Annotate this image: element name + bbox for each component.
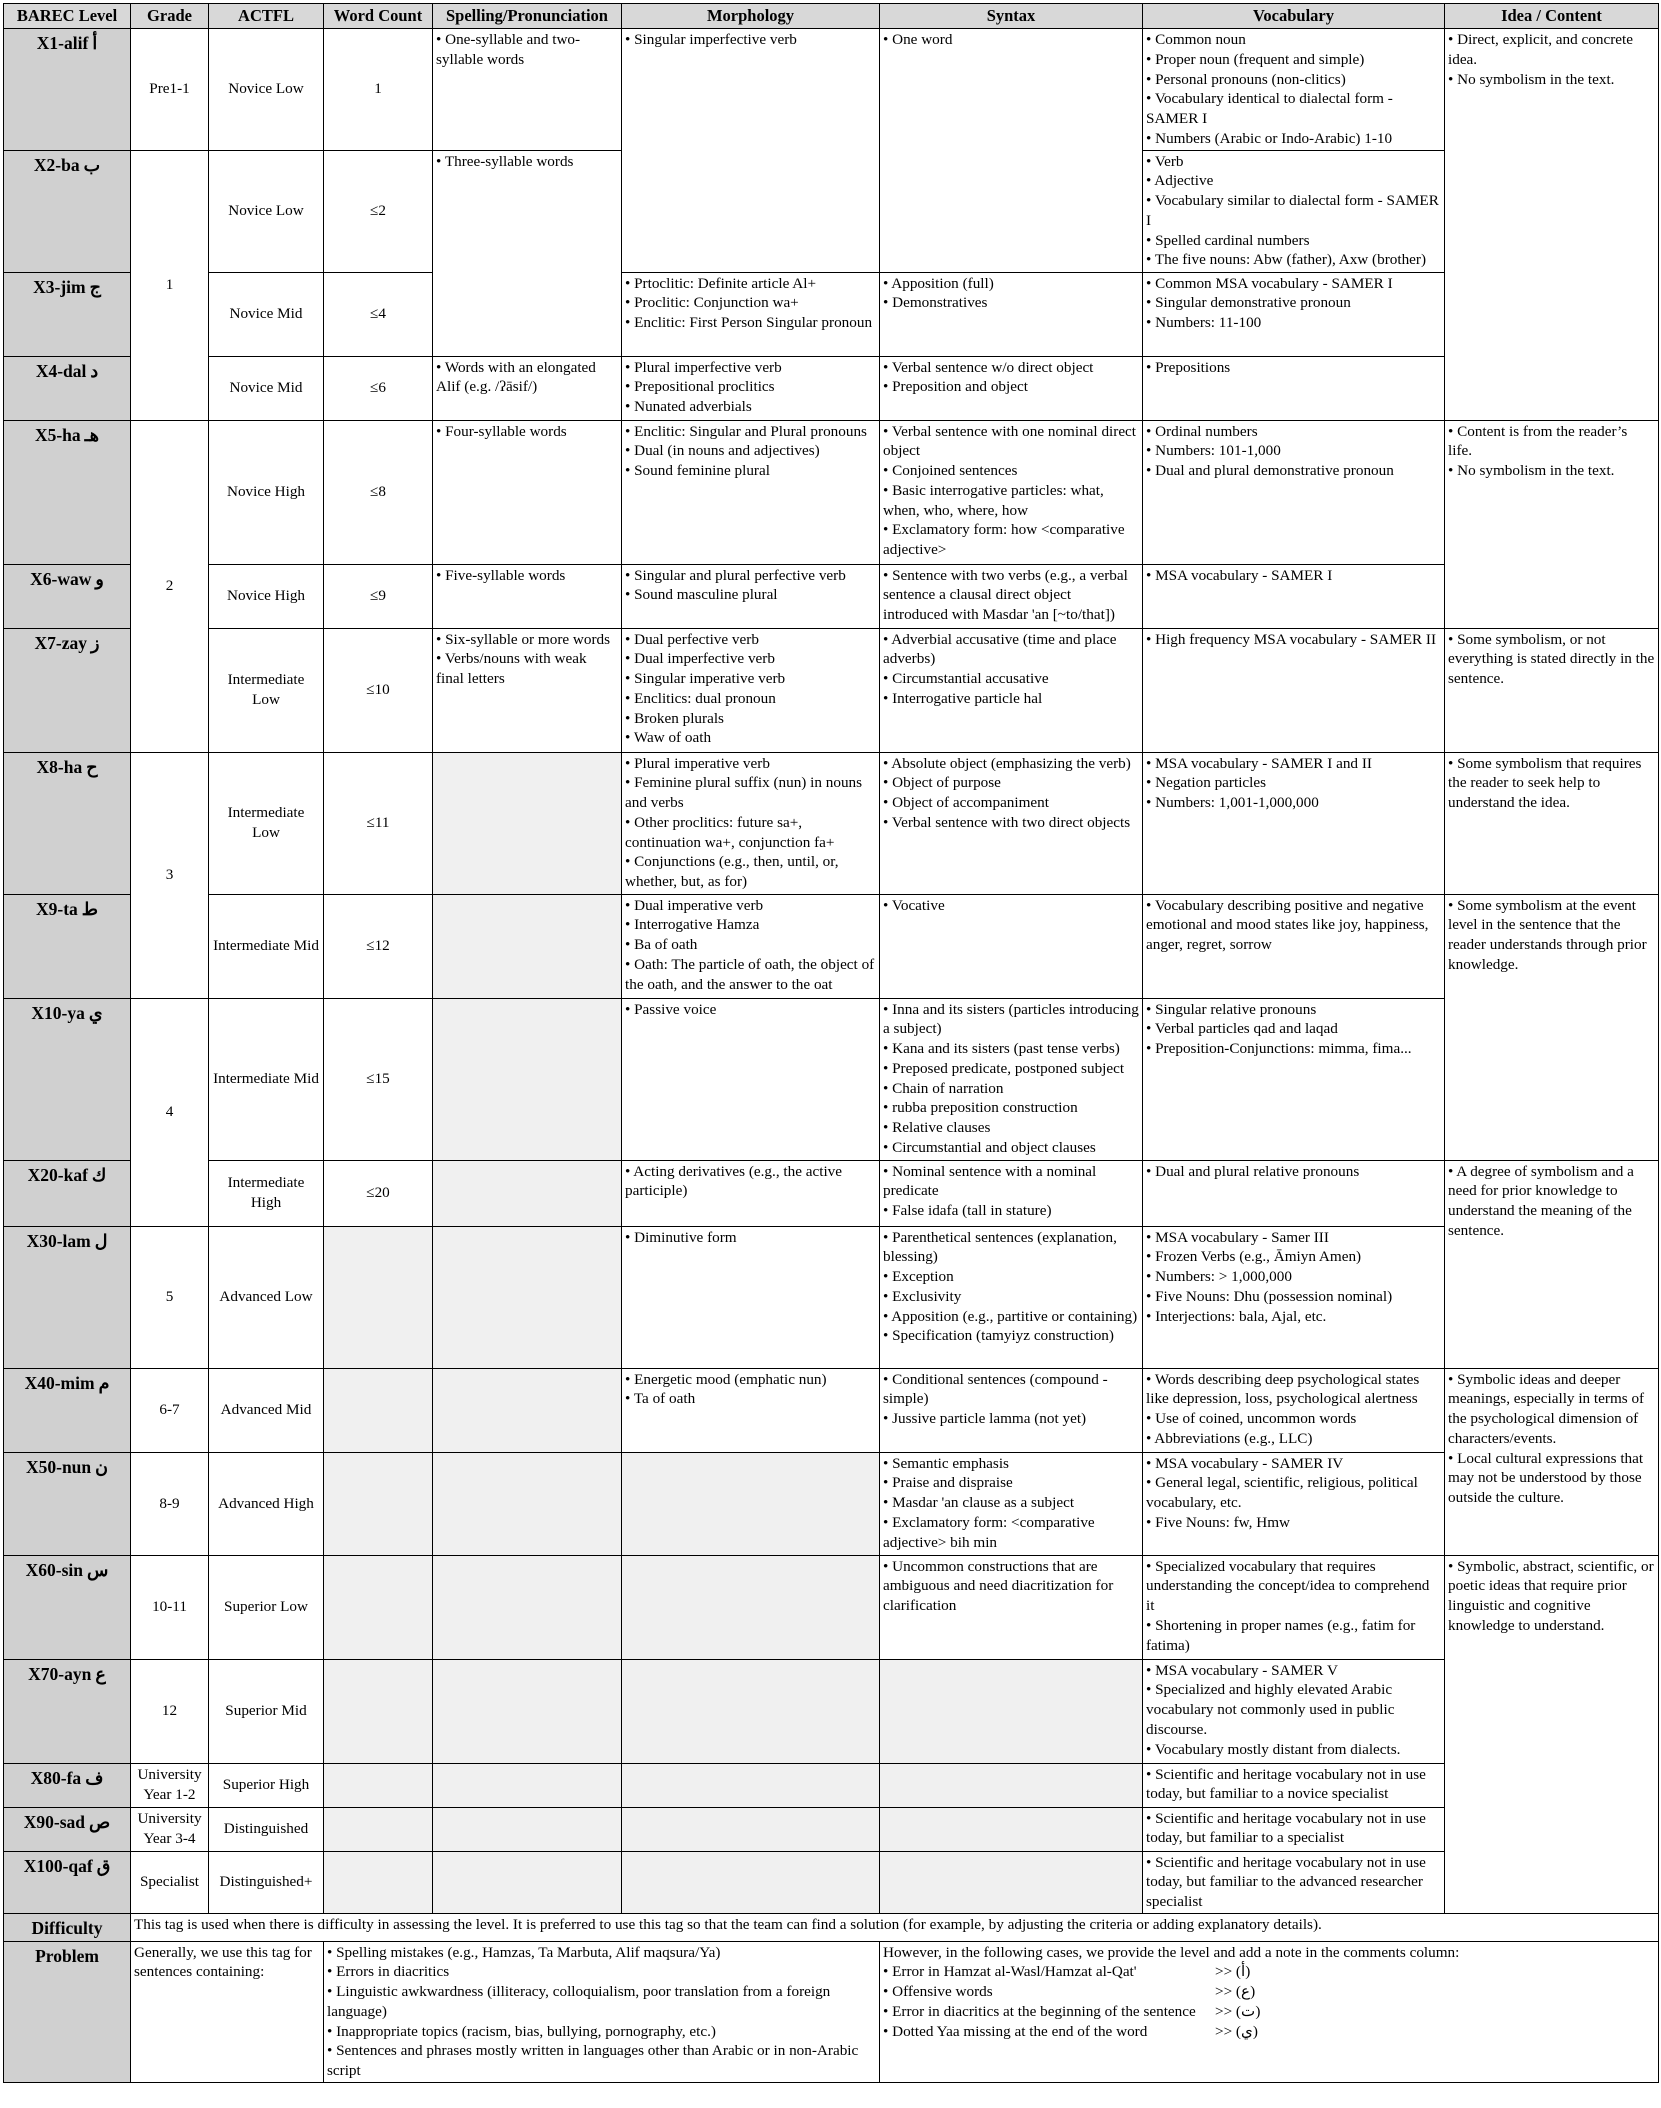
grade-cell: 12 (131, 1659, 209, 1763)
problem-cases-intro: However, in the following cases, we provide the level and add a note in the comments column: (883, 1943, 1460, 1961)
table-row (4, 1555, 1659, 1659)
morphology-cell (622, 1555, 880, 1659)
spelling-cell (433, 1555, 622, 1659)
table-row (4, 1160, 1659, 1226)
actfl-cell: Superior High (209, 1763, 324, 1807)
problem-case-item: • Error in Hamzat al-Wasl/Hamzat al-Qat' >> (أ) (883, 1963, 1251, 1981)
actfl-cell: Superior Mid (209, 1659, 324, 1763)
syntax-cell: • Sentence with two verbs (e.g., a verbal sentence a clausal direct object introduced with Masdar 'an [~to/that]) (880, 564, 1143, 628)
actfl-cell: Novice Mid (209, 272, 324, 356)
problem-label: Problem (4, 1941, 131, 2082)
idea-cell: • A degree of symbolism and a need for prior knowledge to understand the meaning of the sentence. (1445, 1160, 1659, 1368)
grade-cell: 1 (131, 150, 209, 420)
word-count-cell: ≤10 (324, 628, 433, 752)
actfl-cell: Novice High (209, 564, 324, 628)
idea-cell: • Content is from the reader’s life. • No symbolism in the text. (1445, 420, 1659, 628)
level-cell: X80-fa ف (4, 1763, 131, 1807)
problem-case-item: • Error in diacritics at the beginning of the sentence >> (ت) (883, 2002, 1261, 2020)
syntax-cell: • Verbal sentence w/o direct object • Preposition and object (880, 356, 1143, 420)
level-cell: X9-ta ط (4, 894, 131, 998)
morphology-cell: • Singular and plural perfective verb • Sound masculine plural (622, 564, 880, 628)
morphology-cell (622, 1659, 880, 1763)
grade-cell: Specialist (131, 1851, 209, 1913)
level-cell: X4-dal د (4, 356, 131, 420)
vocabulary-cell: • Prepositions (1143, 356, 1445, 420)
word-count-cell (324, 1555, 433, 1659)
spelling-cell: • Words with an elongated Alif (e.g. /ʔāsif/) (433, 356, 622, 420)
morphology-cell: • Plural imperfective verb • Prepositional proclitics • Nunated adverbials (622, 356, 880, 420)
word-count-cell (324, 1452, 433, 1555)
word-count-cell (324, 1851, 433, 1913)
vocabulary-cell: • MSA vocabulary - SAMER V • Specialized and highly elevated Arabic vocabulary not commonly used in public discourse. • Vocabulary mostly distant from dialects. (1143, 1659, 1445, 1763)
actfl-cell: Intermediate Mid (209, 998, 324, 1160)
morphology-cell: • Dual imperative verb • Interrogative Hamza • Ba of oath • Oath: The particle of oath, the object of the oath, and the answer to the oat (622, 894, 880, 998)
spelling-cell (433, 1851, 622, 1913)
problem-row (4, 1941, 1659, 2082)
actfl-cell: Intermediate Mid (209, 894, 324, 998)
level-cell: X60-sin س (4, 1555, 131, 1659)
syntax-cell (880, 1851, 1143, 1913)
word-count-cell: ≤20 (324, 1160, 433, 1226)
vocabulary-cell: • MSA vocabulary - SAMER IV • General legal, scientific, religious, political vocabulary, etc. • Five Nouns: fw, Hmw (1143, 1452, 1445, 1555)
grade-cell: 6-7 (131, 1368, 209, 1452)
difficulty-row (4, 1913, 1659, 1941)
word-count-cell: 1 (324, 29, 433, 151)
grade-cell: 8-9 (131, 1452, 209, 1555)
actfl-cell: Advanced High (209, 1452, 324, 1555)
table-row (4, 1807, 1659, 1851)
morphology-cell: • Diminutive form (622, 1226, 880, 1368)
morphology-cell: • Acting derivatives (e.g., the active participle) (622, 1160, 880, 1226)
table-row (4, 420, 1659, 564)
syntax-cell: • Inna and its sisters (particles introducing a subject) • Kana and its sisters (past tense verbs) • Preposed predicate, postponed subject • Chain of narration • rubba preposition construction • Relative clauses • Circumstantial and object clauses (880, 998, 1143, 1160)
syntax-cell: • Semantic emphasis • Praise and dispraise • Masdar 'an clause as a subject • Exclamatory form: <comparative adjective> bih min (880, 1452, 1143, 1555)
word-count-cell (324, 1226, 433, 1368)
word-count-cell: ≤2 (324, 150, 433, 272)
spelling-cell (433, 1763, 622, 1807)
idea-cell: • Symbolic ideas and deeper meanings, especially in terms of the psychological dimension of characters/events. • Local cultural expressions that may not be understood by those outside the culture. (1445, 1368, 1659, 1555)
grade-cell: 3 (131, 752, 209, 998)
header-grade: Grade (131, 4, 209, 29)
header-syntax: Syntax (880, 4, 1143, 29)
morphology-cell: • Singular imperfective verb (622, 29, 880, 273)
level-cell: X90-sad ص (4, 1807, 131, 1851)
morphology-cell (622, 1851, 880, 1913)
syntax-cell (880, 1763, 1143, 1807)
level-cell: X30-lam ل (4, 1226, 131, 1368)
grade-cell: 4 (131, 998, 209, 1226)
level-cell: X100-qaf ق (4, 1851, 131, 1913)
vocabulary-cell: • Words describing deep psychological states like depression, loss, psychological alertness • Use of coined, uncommon words • Abbreviations (e.g., LLC) (1143, 1368, 1445, 1452)
syntax-cell: • Vocative (880, 894, 1143, 998)
problem-list: • Spelling mistakes (e.g., Hamzas, Ta Marbuta, Alif maqsura/Ya) • Errors in diacritics • Linguistic awkwardness (illiteracy, colloquialism, poor translation from a foreign language) • Inappropriate topics (racism, bias, bullying, pornography, etc.) • Sentences and phrases mostly written in languages other than Arabic or in non-Arabic script (324, 1941, 880, 2082)
morphology-cell: • Plural imperative verb • Feminine plural suffix (nun) in nouns and verbs • Other proclitics: future sa+, continuation wa+, conjunction fa+ • Conjunctions (e.g., then, until, or, whether, but, as for) (622, 752, 880, 894)
table-row (4, 272, 1659, 356)
difficulty-label: Difficulty (4, 1913, 131, 1941)
table-row (4, 752, 1659, 894)
table-row (4, 998, 1659, 1160)
grade-cell: University Year 1-2 (131, 1763, 209, 1807)
table-row (4, 894, 1659, 998)
word-count-cell: ≤4 (324, 272, 433, 356)
syntax-cell: • Nominal sentence with a nominal predicate • False idafa (tall in stature) (880, 1160, 1143, 1226)
word-count-cell: ≤11 (324, 752, 433, 894)
table-row (4, 564, 1659, 628)
spelling-cell (433, 1659, 622, 1763)
problem-cases (880, 1941, 1659, 2082)
morphology-cell: • Dual perfective verb • Dual imperfective verb • Singular imperative verb • Enclitics: dual pronoun • Broken plurals • Waw of oath (622, 628, 880, 752)
word-count-cell: ≤8 (324, 420, 433, 564)
vocabulary-cell: • Common MSA vocabulary - SAMER I • Singular demonstrative pronoun • Numbers: 11-100 (1143, 272, 1445, 356)
vocabulary-cell: • Scientific and heritage vocabulary not in use today, but familiar to the advanced researcher specialist (1143, 1851, 1445, 1913)
spelling-cell: • One-syllable and two-syllable words (433, 29, 622, 151)
header-row (4, 4, 1659, 29)
morphology-cell: • Passive voice (622, 998, 880, 1160)
syntax-cell: • Uncommon constructions that are ambiguous and need diacritization for clarification (880, 1555, 1143, 1659)
word-count-cell: ≤12 (324, 894, 433, 998)
morphology-cell (622, 1807, 880, 1851)
morphology-cell: • Enclitic: Singular and Plural pronouns • Dual (in nouns and adjectives) • Sound feminine plural (622, 420, 880, 564)
level-cell: X40-mim م (4, 1368, 131, 1452)
level-cell: X1-alif أ (4, 29, 131, 151)
level-cell: X2-ba ب (4, 150, 131, 272)
grade-cell: University Year 3-4 (131, 1807, 209, 1851)
table-row (4, 628, 1659, 752)
level-cell: X50-nun ن (4, 1452, 131, 1555)
morphology-cell (622, 1763, 880, 1807)
vocabulary-cell: • Singular relative pronouns • Verbal particles qad and laqad • Preposition-Conjunctions: mimma, fima... (1143, 998, 1445, 1160)
word-count-cell (324, 1368, 433, 1452)
actfl-cell: Superior Low (209, 1555, 324, 1659)
syntax-cell (880, 1659, 1143, 1763)
syntax-cell: • Absolute object (emphasizing the verb) • Object of purpose • Object of accompaniment • Verbal sentence with two direct objects (880, 752, 1143, 894)
actfl-cell: Novice Low (209, 29, 324, 151)
table-row (4, 1851, 1659, 1913)
table-row (4, 1763, 1659, 1807)
problem-case-item: • Dotted Yaa missing at the end of the word >> (ي) (883, 2022, 1258, 2040)
vocabulary-cell: • Specialized vocabulary that requires understanding the concept/idea to comprehend it • Shortening in proper names (e.g., fatim for fatima) (1143, 1555, 1445, 1659)
problem-intro: Generally, we use this tag for sentences containing: (131, 1941, 324, 2082)
vocabulary-cell: • Common noun • Proper noun (frequent and simple) • Personal pronouns (non-clitics) • Vocabulary identical to dialectal form - SAMER I • Numbers (Arabic or Indo-Arabic) 1-10 (1143, 29, 1445, 151)
vocabulary-cell: • Verb • Adjective • Vocabulary similar to dialectal form - SAMER I • Spelled cardinal numbers • The five nouns: Abw (father), Axw (brother) (1143, 150, 1445, 272)
actfl-cell: Intermediate High (209, 1160, 324, 1226)
idea-cell: • Some symbolism, or not everything is stated directly in the sentence. (1445, 628, 1659, 752)
spelling-cell (433, 1160, 622, 1226)
spelling-cell (433, 998, 622, 1160)
syntax-cell: • Parenthetical sentences (explanation, blessing) • Exception • Exclusivity • Apposition (e.g., partitive or containing) • Specification (tamyiyz construction) (880, 1226, 1143, 1368)
spelling-cell (433, 894, 622, 998)
header-spelling: Spelling/Pronunciation (433, 4, 622, 29)
idea-cell: • Some symbolism at the event level in the sentence that the reader understands through prior knowledge. (1445, 894, 1659, 1160)
actfl-cell: Advanced Mid (209, 1368, 324, 1452)
table-row (4, 29, 1659, 151)
actfl-cell: Advanced Low (209, 1226, 324, 1368)
vocabulary-cell: • Ordinal numbers • Numbers: 101-1,000 • Dual and plural demonstrative pronoun (1143, 420, 1445, 564)
vocabulary-cell: • Dual and plural relative pronouns (1143, 1160, 1445, 1226)
level-cell: X20-kaf ك (4, 1160, 131, 1226)
spelling-cell (433, 1226, 622, 1368)
syntax-cell (880, 1807, 1143, 1851)
word-count-cell (324, 1659, 433, 1763)
idea-cell: • Direct, explicit, and concrete idea. • No symbolism in the text. (1445, 29, 1659, 421)
table-row (4, 1226, 1659, 1368)
vocabulary-cell: • High frequency MSA vocabulary - SAMER II (1143, 628, 1445, 752)
morphology-cell: • Prtoclitic: Definite article Al+ • Proclitic: Conjunction wa+ • Enclitic: First Person Singular pronoun (622, 272, 880, 356)
word-count-cell (324, 1807, 433, 1851)
spelling-cell (433, 1807, 622, 1851)
actfl-cell: Distinguished+ (209, 1851, 324, 1913)
syntax-cell: • Adverbial accusative (time and place adverbs) • Circumstantial accusative • Interrogative particle hal (880, 628, 1143, 752)
header-idea: Idea / Content (1445, 4, 1659, 29)
table-row (4, 1368, 1659, 1452)
grade-cell: Pre1-1 (131, 29, 209, 151)
actfl-cell: Distinguished (209, 1807, 324, 1851)
spelling-cell: • Six-syllable or more words • Verbs/nouns with weak final letters (433, 628, 622, 752)
morphology-cell: • Energetic mood (emphatic nun) • Ta of oath (622, 1368, 880, 1452)
word-count-cell: ≤15 (324, 998, 433, 1160)
word-count-cell: ≤6 (324, 356, 433, 420)
header-morphology: Morphology (622, 4, 880, 29)
syntax-cell: • One word (880, 29, 1143, 273)
spelling-cell (433, 752, 622, 894)
morphology-cell (622, 1452, 880, 1555)
vocabulary-cell: • MSA vocabulary - SAMER I and II • Negation particles • Numbers: 1,001-1,000,000 (1143, 752, 1445, 894)
header-barec-level: BAREC Level (4, 4, 131, 29)
vocabulary-cell: • Vocabulary describing positive and negative emotional and mood states like joy, happiness, anger, regret, sorrow (1143, 894, 1445, 998)
level-cell: X8-ha ح (4, 752, 131, 894)
actfl-cell: Intermediate Low (209, 628, 324, 752)
level-cell: X70-ayn ع (4, 1659, 131, 1763)
spelling-cell: • Three-syllable words (433, 150, 622, 356)
header-word-count: Word Count (324, 4, 433, 29)
level-cell: X7-zay ز (4, 628, 131, 752)
syntax-cell: • Verbal sentence with one nominal direct object • Conjoined sentences • Basic interrogative particles: what, when, who, where, how • Exclamatory form: how <comparative adjective> (880, 420, 1143, 564)
difficulty-text: This tag is used when there is difficulty in assessing the level. It is preferred to use this tag so that the team can find a solution (for example, by adjusting the criteria or adding explanatory details). (131, 1913, 1659, 1941)
table-row (4, 1452, 1659, 1555)
problem-case-item: • Offensive words >> (ع) (883, 1983, 1256, 2000)
vocabulary-cell: • MSA vocabulary - SAMER I (1143, 564, 1445, 628)
header-vocabulary: Vocabulary (1143, 4, 1445, 29)
table-row (4, 356, 1659, 420)
actfl-cell: Novice Low (209, 150, 324, 272)
grade-cell: 10-11 (131, 1555, 209, 1659)
vocabulary-cell: • MSA vocabulary - Samer III • Frozen Verbs (e.g., Āmiyn Amen) • Numbers: > 1,000,000 • Five Nouns: Dhu (possession nominal) • Interjections: bala, Ajal, etc. (1143, 1226, 1445, 1368)
level-cell: X6-waw و (4, 564, 131, 628)
level-cell: X5-ha هـ (4, 420, 131, 564)
word-count-cell (324, 1763, 433, 1807)
syntax-cell: • Conditional sentences (compound - simple) • Jussive particle lamma (not yet) (880, 1368, 1143, 1452)
grade-cell: 2 (131, 420, 209, 752)
spelling-cell (433, 1452, 622, 1555)
level-cell: X3-jim ج (4, 272, 131, 356)
barec-guidelines-table (3, 3, 1659, 2083)
grade-cell: 5 (131, 1226, 209, 1368)
idea-cell: • Some symbolism that requires the reader to seek help to understand the idea. (1445, 752, 1659, 894)
actfl-cell: Novice Mid (209, 356, 324, 420)
vocabulary-cell: • Scientific and heritage vocabulary not in use today, but familiar to a specialist (1143, 1807, 1445, 1851)
table-row (4, 1659, 1659, 1763)
vocabulary-cell: • Scientific and heritage vocabulary not in use today, but familiar to a novice specialist (1143, 1763, 1445, 1807)
actfl-cell: Novice High (209, 420, 324, 564)
word-count-cell: ≤9 (324, 564, 433, 628)
syntax-cell: • Apposition (full) • Demonstratives (880, 272, 1143, 356)
level-cell: X10-ya ي (4, 998, 131, 1160)
idea-cell: • Symbolic, abstract, scientific, or poetic ideas that require prior linguistic and cognitive knowledge to understand. (1445, 1555, 1659, 1913)
spelling-cell: • Five-syllable words (433, 564, 622, 628)
header-actfl: ACTFL (209, 4, 324, 29)
actfl-cell: Intermediate Low (209, 752, 324, 894)
spelling-cell (433, 1368, 622, 1452)
spelling-cell: • Four-syllable words (433, 420, 622, 564)
